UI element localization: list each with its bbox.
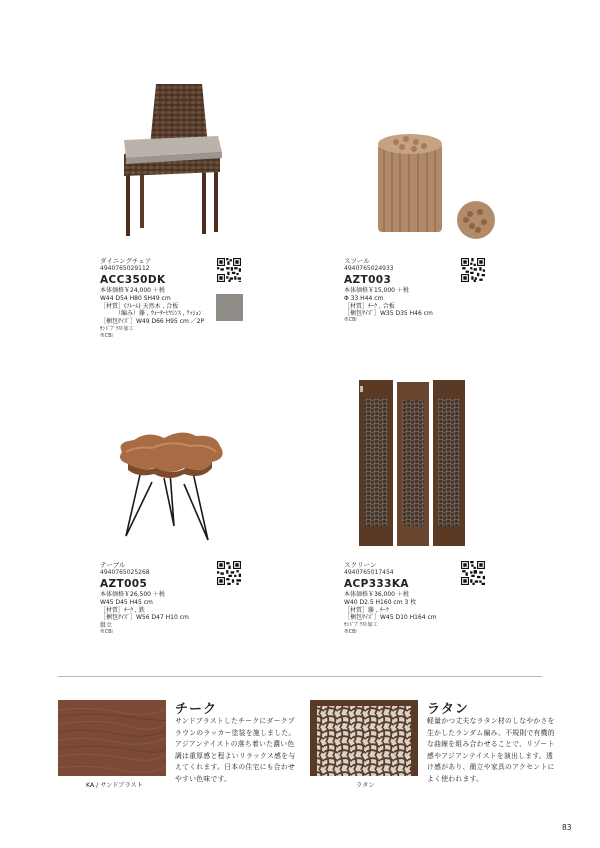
teak-description: [175, 716, 296, 786]
description-line: 生かしたランダム編み。不規則で有機的: [427, 728, 555, 737]
teak-swatch-image: [58, 700, 166, 776]
product-code: AZT005: [100, 578, 148, 590]
cbi-mark: ®CBi: [100, 333, 113, 339]
qr-code-icon[interactable]: [217, 258, 241, 282]
spec-line: W44 D54 H80 SH49 cm: [100, 294, 171, 302]
product-specs: [344, 287, 433, 324]
rattan-swatch-image: [310, 700, 418, 776]
spec-line: ［材質］(ﾌﾚｰﾑ) 天然木 , 合板: [100, 302, 179, 310]
product-name: スツール: [344, 257, 370, 265]
product-name: ダイニングチェア: [100, 257, 152, 265]
product-code: AZT003: [344, 274, 392, 286]
description-line: ラウンのラッカー塗装を施しました。: [175, 728, 296, 737]
section-divider: [58, 676, 542, 677]
cbi-mark: ®CBi: [344, 629, 357, 635]
cbi-mark: ®CBi: [344, 318, 357, 324]
spec-line: ［梱包ｻｲｽﾞ］W45 D10 H164 cm: [344, 614, 437, 622]
description-line: サンドブラストしたチークにダークブ: [175, 717, 295, 725]
product-name: テーブル: [100, 561, 126, 569]
qr-code-icon[interactable]: [461, 258, 485, 282]
rattan-description: [427, 716, 555, 786]
product-name: スクリーン: [344, 561, 377, 569]
product-code: ACP333KA: [344, 578, 409, 590]
jan-code: 4940765029112: [100, 265, 150, 272]
product-specs: [100, 591, 189, 636]
spec-line: W45 D45 H45 cm: [100, 598, 153, 606]
chair-photo: [118, 80, 230, 240]
spec-line: ｻﾝﾄﾞﾌﾞﾗｽﾄ加工: [100, 325, 134, 332]
qr-code-icon[interactable]: [461, 561, 485, 585]
spec-line: 本体価格￥15,000 ＋税: [344, 287, 409, 294]
fabric-swatch: [216, 294, 243, 321]
spec-line: 組立: [100, 622, 113, 630]
description-line: アジアンテイストの落ち着いた濃い色: [175, 740, 295, 749]
description-line: よく使われます。: [427, 774, 484, 783]
product-specs: [100, 287, 204, 340]
qr-code-icon[interactable]: [217, 561, 241, 585]
spec-line: 本体価格￥24,000 ＋税: [100, 287, 165, 294]
description-line: 感やアジアンテイストを演出します。透: [427, 751, 554, 760]
page-number: 83: [562, 823, 572, 832]
table-photo: [112, 428, 230, 548]
spec-line: ［梱包ｻｲｽﾞ］W49 D66 H95 cm ／2P: [100, 318, 205, 326]
rattan-heading: ラタン: [427, 702, 469, 717]
jan-code: 4940765024933: [344, 265, 394, 272]
description-line: 調は重厚感と程よいリラックス感を与: [175, 751, 296, 760]
description-line: やすい色味です。: [175, 774, 232, 783]
description-line: 軽量かつ丈夫なラタン材のしなやかさを: [427, 717, 555, 725]
jan-code: 4940765025268: [100, 569, 150, 576]
stool-photo: [372, 130, 500, 244]
teak-caption: KA / サンドブラスト: [86, 782, 143, 789]
spec-line: 本体価格￥26,500 ＋税: [100, 591, 165, 598]
product-code: ACC350DK: [100, 274, 166, 286]
jan-code: 4940765017454: [344, 569, 394, 576]
rattan-caption: ラタン: [356, 782, 375, 789]
teak-heading: チーク: [175, 702, 218, 717]
spec-line: Φ 33 H44 cm: [344, 294, 384, 302]
description-line: な曲線を組み合わせることで、リゾート: [427, 740, 555, 749]
spec-line: ［材質］ﾁｰｸ , 合板: [344, 302, 395, 310]
spec-line: ［梱包ｻｲｽﾞ］W35 D35 H46 cm: [344, 310, 433, 318]
spec-line: 本体価格￥36,000 ＋税: [344, 591, 409, 598]
spec-line: （編み）籐 , ｳｫｰﾀｰﾋﾔｼﾝｽ , ｸｯｼｮﾝ: [100, 310, 202, 318]
description-line: け感があり、衝立や家具のアクセントに: [427, 763, 555, 772]
spec-line: ［材質］ﾁｰｸ , 鉄: [100, 606, 145, 614]
cbi-mark: ®CBi: [100, 629, 113, 635]
spec-line: ｻﾝﾄﾞﾌﾞﾗｽﾄ加工: [344, 622, 378, 629]
description-line: えてくれます。日本の住宅にも合わせ: [175, 763, 296, 772]
product-specs: [344, 591, 437, 636]
spec-line: ［材質］籐 , ﾁｰｸ: [344, 606, 389, 614]
screen-photo: [357, 378, 469, 550]
spec-line: ［梱包ｻｲｽﾞ］W56 D47 H10 cm: [100, 614, 189, 622]
spec-line: W40 D2.5 H160 cm 3 枚: [344, 598, 417, 606]
